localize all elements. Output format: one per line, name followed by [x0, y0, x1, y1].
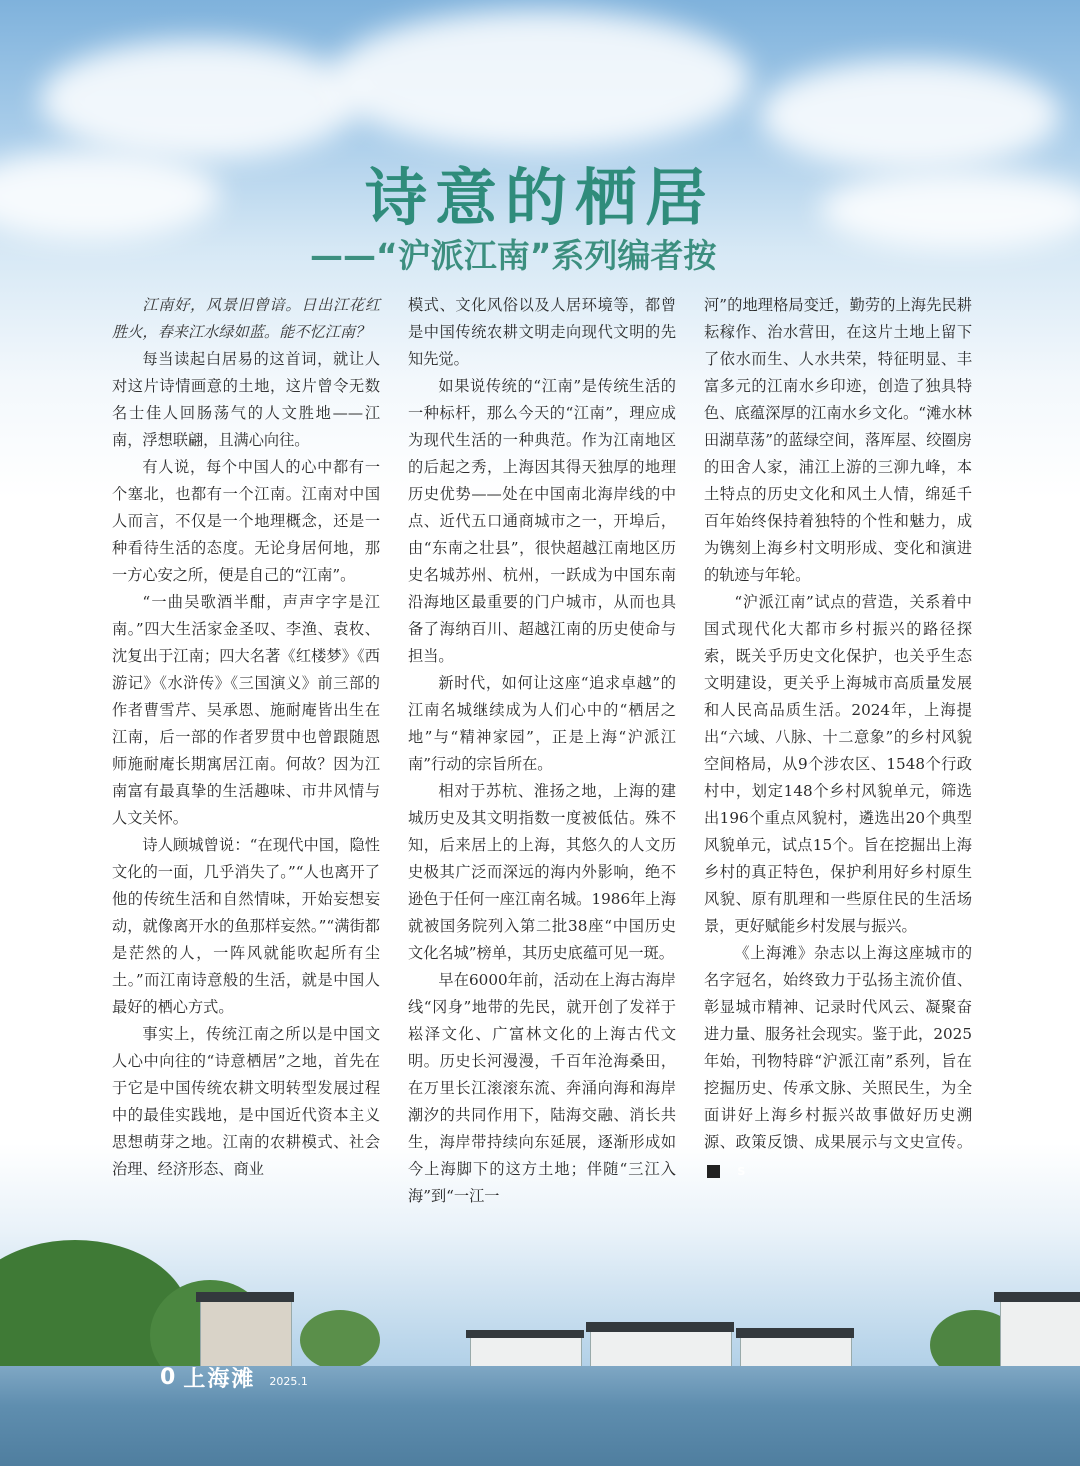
paragraph: “一曲吴歌酒半酣，声声字字是江南。”四大生活家金圣叹、李渔、袁枚、沈复出于江南；四大名著《红楼梦》《西游记》《水浒传》《三国演义》前三部的作者曹雪芹、吴承恩、施耐庵皆出生在江南，后一部的作者罗贯中也曾跟随恩师施耐庵长期寓居江南。何故？因为江南富有最真挚的生活趣味、市井风情与人文关怀。	[112, 593, 380, 827]
paragraph: 每当读起白居易的这首词，就让人对这片诗情画意的土地，这片曾令无数名士佳人回肠荡气的人文胜地——江南，浮想联翩，且满心向往。	[112, 350, 380, 449]
paragraph: 模式、文化风俗以及人居环境等，都曾是中国传统农耕文明走向现代文明的先知先觉。	[408, 296, 676, 368]
roof-illustration	[196, 1292, 294, 1302]
magazine-logo: 上海滩	[183, 1365, 256, 1392]
page-title: 诗意的栖居	[364, 161, 715, 234]
paragraph: 有人说，每个中国人的心中都有一个塞北，也都有一个江南。江南对中国人而言，不仅是一个地理概念，还是一种看待生活的态度。无论身居何地，那一方心安之所，便是自己的“江南”。	[112, 458, 380, 584]
paragraph: 新时代，如何让这座“追求卓越”的江南名城继续成为人们心中的“栖居之地”与“精神家园”，正是上海“沪派江南”行动的宗旨所在。	[408, 674, 676, 773]
paragraph: 早在6000年前，活动在上海古海岸线“冈身”地带的先民，就开创了发祥于崧泽文化、广富林文化的上海古代文明。历史长河漫漫，千百年沧海桑田，在万里长江滚滚东流、奔涌向海和海岸潮汐的共同作用下，陆海交融、消长共生，海岸带持续向东延展，逐渐形成如今上海脚下的这方土地；伴随“三江入海”到“一江一	[408, 971, 676, 1205]
page-footer	[160, 1364, 308, 1390]
page-number: 0	[160, 1364, 176, 1390]
article-column-1	[112, 292, 380, 1183]
paragraph: 如果说传统的“江南”是传统生活的一种标杆，那么今天的“江南”，理应成为现代生活的一种典范。作为江南地区的后起之秀，上海因其得天独厚的地理历史优势——处在中国南北海岸线的中点、近代五口通商城市之一，开埠后，由“东南之壮县”，很快超越江南地区历史名城苏州、杭州，一跃成为中国东南沿海地区最重要的门户城市，从而也具备了海纳百川、超越江南的历史使命与担当。	[408, 377, 676, 665]
house-illustration	[590, 1330, 732, 1370]
roof-illustration	[736, 1328, 854, 1338]
house-illustration	[1000, 1300, 1080, 1372]
house-illustration	[200, 1298, 292, 1368]
paragraph: “沪派江南”试点的营造，关系着中国式现代化大都市乡村振兴的路径探索，既关乎历史文化保护，也关乎生态文明建设，更关乎上海城市高质量发展和人民高品质生活。2024年，上海提出“六域、八脉、十二意象”的乡村风貌空间格局，从9个涉农区、1548个行政村中，划定148个乡村风貌单元，筛选出196个重点风貌村，遴选出20个典型风貌单元，试点15个。旨在挖掘出上海乡村的真正特色，保护利用好乡村原生风貌、原有肌理和一些原住民的生活场景，更好赋能乡村发展与振兴。	[704, 593, 972, 935]
issue-number: 2025.1	[269, 1374, 308, 1388]
roof-illustration	[586, 1322, 734, 1332]
house-illustration	[740, 1336, 852, 1370]
paragraph: 诗人顾城曾说：“在现代中国，隐性文化的一面，几乎消失了。”“人也离开了他的传统生活和自然情味，开始妄想妄动，就像离开水的鱼那样妄然。”“满街都是茫然的人，一阵风就能吹起所有尘土。”而江南诗意般的生活，就是中国人最好的栖心方式。	[112, 836, 380, 1016]
house-illustration	[470, 1336, 582, 1370]
paragraph: 相对于苏杭、淮扬之地，上海的建城历史及其文明指数一度被低估。殊不知，后来居上的上海，其悠久的人文历史极其广泛而深远的海内外影响，绝不逊色于任何一座江南名城。1986年上海就被国务院列入第二批38座“中国历史文化名城”榜单，其历史底蕴可见一斑。	[408, 782, 676, 962]
paragraph: 事实上，传统江南之所以是中国文人心中向往的“诗意栖居”之地，首先在于它是中国传统农耕文明转型发展过程中的最佳实践地，是中国近代资本主义思想萌芽之地。江南的农耕模式、社会治理、经济形态、商业	[112, 1025, 380, 1178]
article-body	[112, 292, 972, 1252]
article-column-3	[704, 292, 972, 1183]
water-town-scenery	[0, 1240, 1080, 1466]
article-column-2	[408, 292, 676, 1210]
sky-cloud	[40, 40, 360, 160]
end-mark-icon: S	[707, 1165, 720, 1178]
tree-illustration	[300, 1310, 380, 1370]
poem-paragraph: 江南好，风景旧曾谙。日出江花红胜火，春来江水绿如蓝。能不忆江南？	[112, 296, 380, 341]
page-subtitle: ——“沪派江南”系列编者按	[310, 236, 717, 275]
roof-illustration	[466, 1330, 584, 1338]
sky-cloud	[330, 10, 750, 150]
roof-illustration	[994, 1292, 1080, 1302]
paragraph-text: 《上海滩》杂志以上海这座城市的名字冠名，始终致力于弘扬主流价值、彰显城市精神、记录时代风云、凝聚奋进力量、服务社会现实。鉴于此，2025年始，刊物特辟“沪派江南”系列，旨在挖掘历史、传承文脉、关照民生，为全面讲好上海乡村振兴故事做好历史溯源、政策反馈、成果展示与文史宣传。	[704, 944, 972, 1151]
paragraph	[704, 940, 972, 1183]
paragraph: 河”的地理格局变迁，勤劳的上海先民耕耘稼作、治水营田，在这片土地上留下了依水而生、人水共荣，特征明显、丰富多元的江南水乡印迹，创造了独具特色、底蕴深厚的江南水乡文化。“滩水林田湖草荡”的蓝绿空间，落厍屋、绞圈房的田舍人家，浦江上游的三泖九峰，本土特点的历史文化和风土人情，绵延千百年始终保持着独特的个性和魅力，成为镌刻上海乡村文明形成、变化和演进的轨迹与年轮。	[704, 296, 972, 584]
